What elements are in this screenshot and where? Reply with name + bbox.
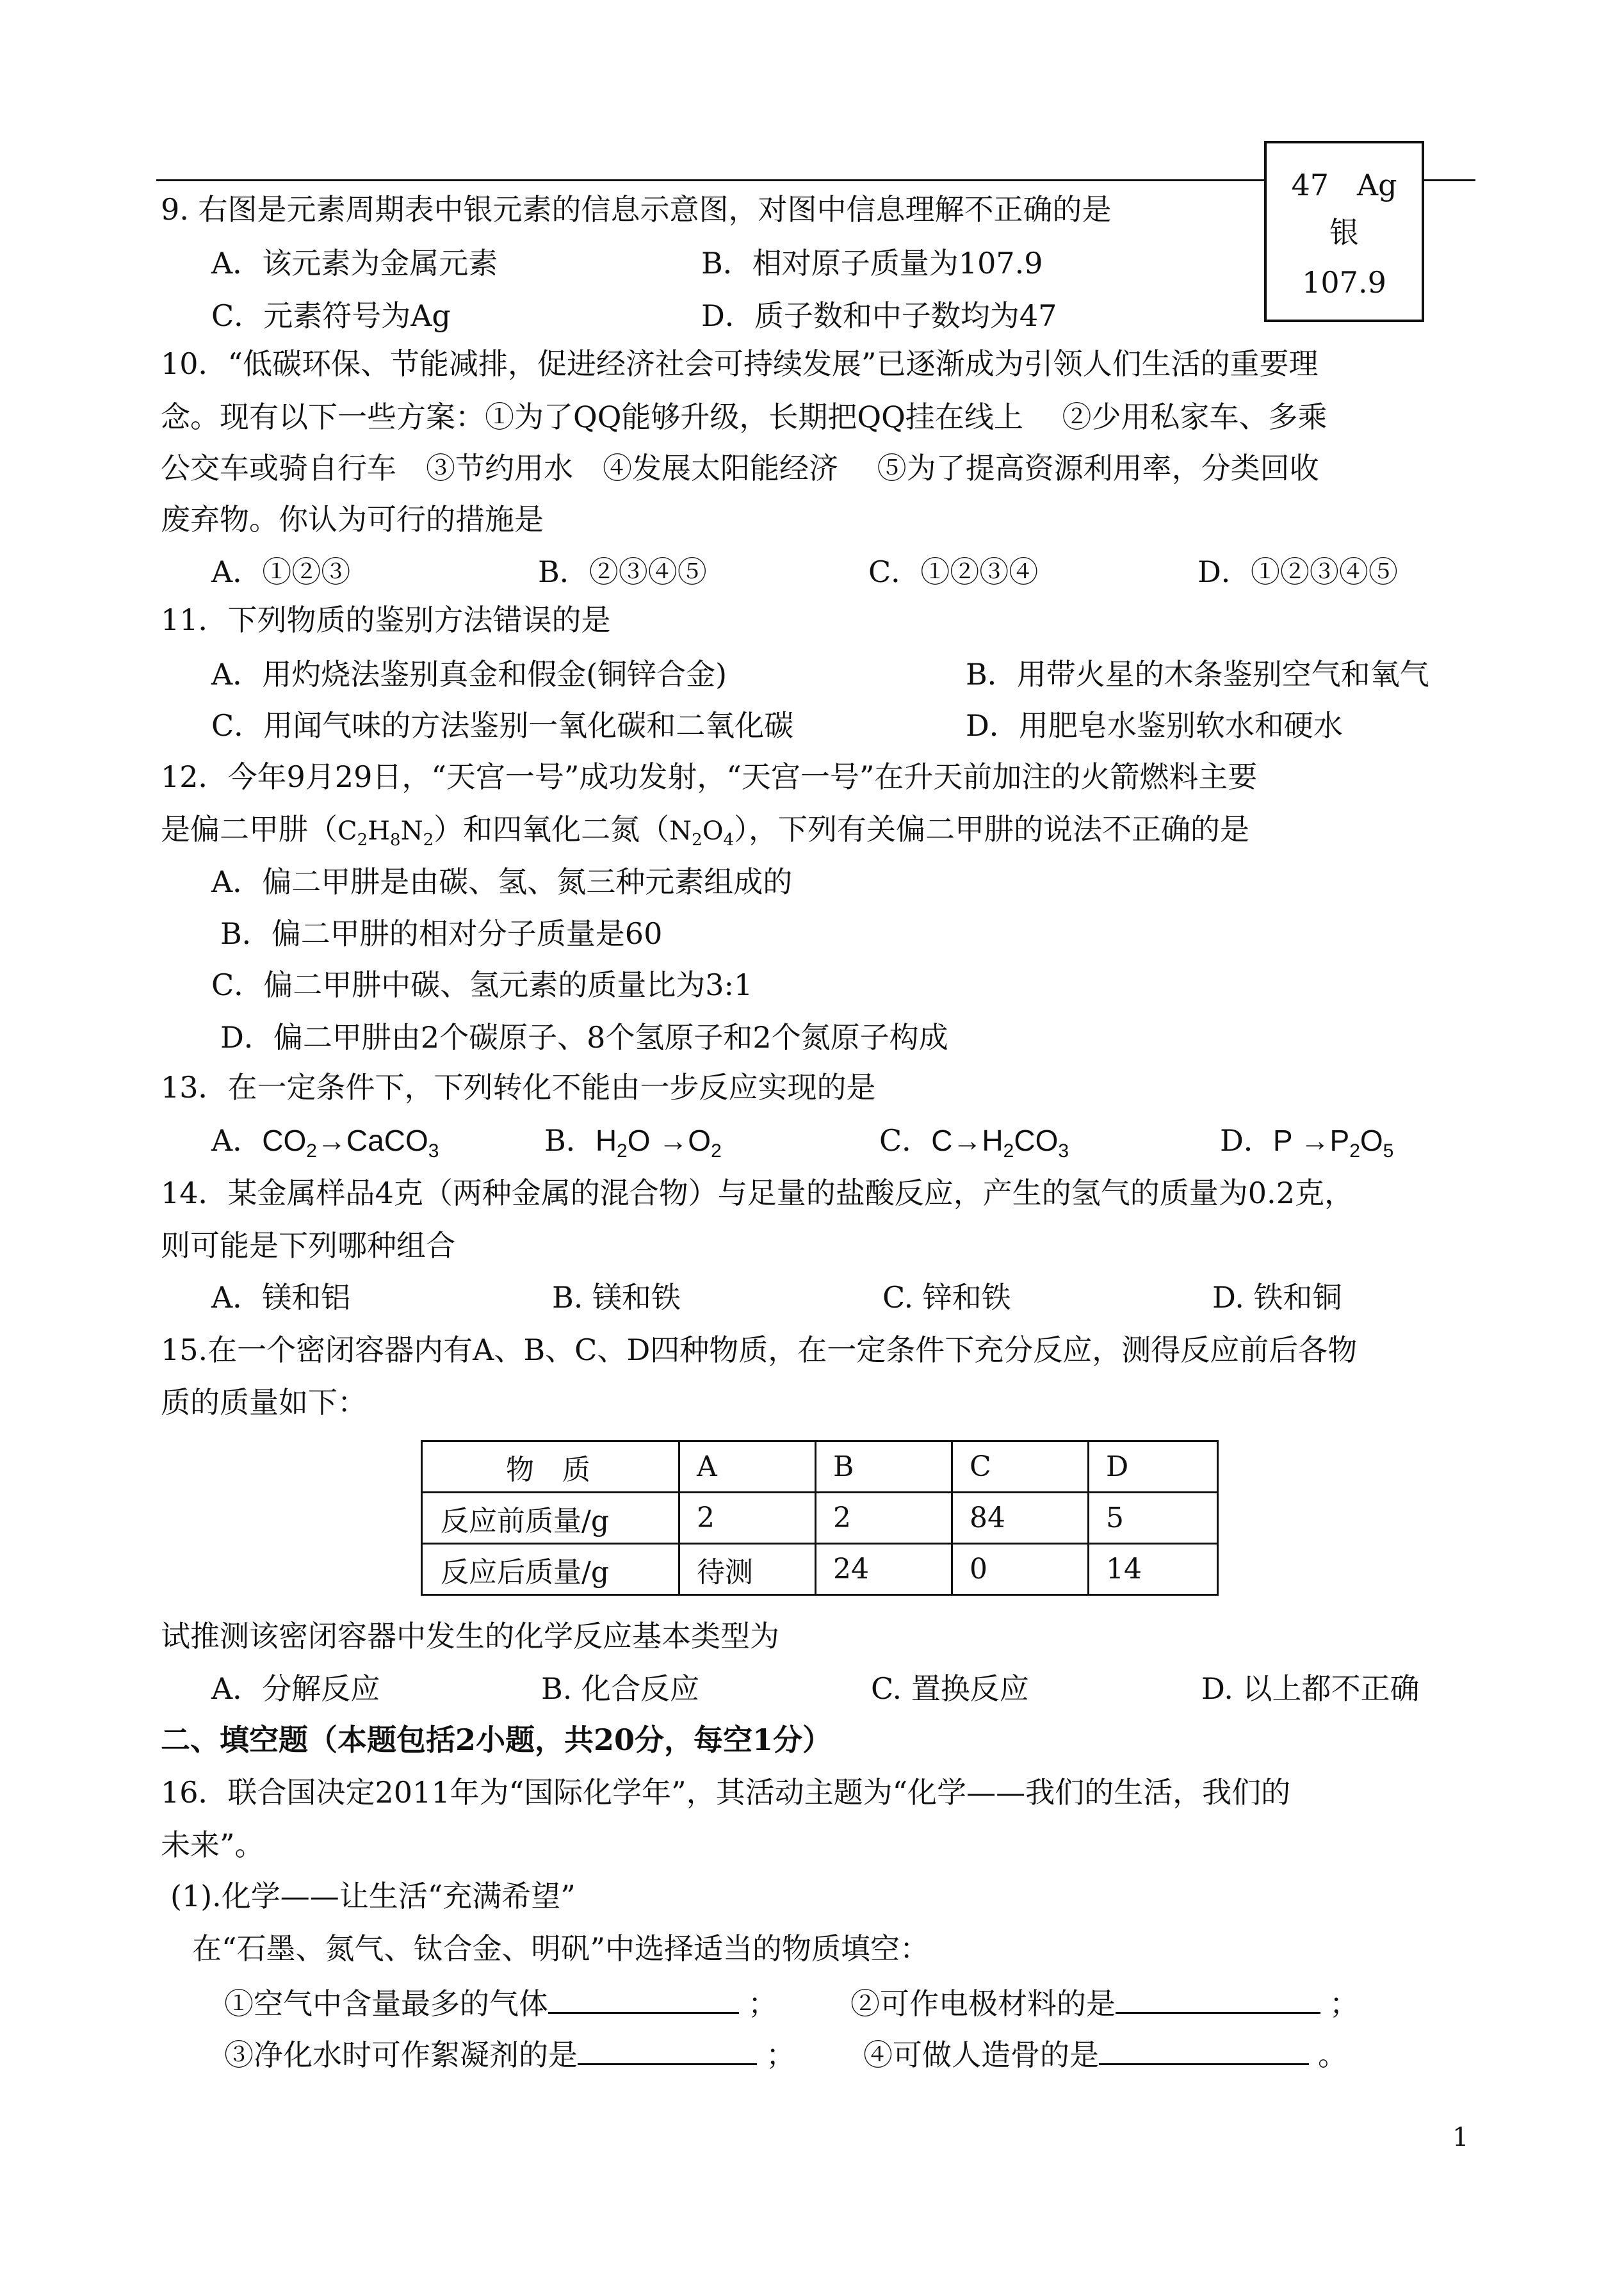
q13-stem: 13．在一定条件下，下列转化不能由一步反应实现的是 bbox=[161, 1070, 876, 1105]
q16-blank-2: ②可作电极材料的是 ； bbox=[850, 1986, 1359, 2021]
q11-option-c: C．用闻气味的方法鉴别一氧化碳和二氧化碳 bbox=[211, 708, 794, 743]
q15-option-a: A．分解反应 bbox=[211, 1671, 380, 1706]
q14-option-c: C. 锌和铁 bbox=[882, 1280, 1011, 1315]
q16-blank-4: ④可做人造骨的是 。 bbox=[863, 2038, 1347, 2072]
q13-option-c: C．$C\to H_2CO_3$ bbox=[879, 1123, 1069, 1162]
q16-line1: 16．联合国决定2011年为“国际化学年”，其活动主题为“化学——我们的生活，我们的 bbox=[161, 1775, 1291, 1810]
element-card bbox=[1264, 141, 1424, 322]
answer-blank[interactable] bbox=[1099, 2038, 1309, 2065]
table-header-cell: D bbox=[1089, 1441, 1218, 1493]
element-number: 47 bbox=[1291, 168, 1329, 202]
table-cell: 反应前质量/g bbox=[422, 1493, 679, 1544]
q10-line3: 公交车或骑自行车 ③节约用水 ④发展太阳能经济 ⑤为了提高资源利用率，分类回收 bbox=[161, 451, 1319, 485]
answer-blank[interactable] bbox=[548, 1986, 739, 2014]
answer-blank[interactable] bbox=[1116, 1986, 1320, 2014]
q13-option-b: B．$H_2O \to O_2$ bbox=[544, 1123, 722, 1162]
q15-after: 试推测该密闭容器中发生的化学反应基本类型为 bbox=[161, 1619, 779, 1653]
q11-option-a: A．用灼烧法鉴别真金和假金(铜锌合金) bbox=[211, 657, 727, 692]
table-cell: 84 bbox=[952, 1493, 1089, 1544]
q9-option-d: D．质子数和中子数均为47 bbox=[701, 298, 1057, 333]
element-symbol: Ag bbox=[1356, 168, 1397, 202]
header-rule-left bbox=[156, 179, 1264, 181]
q11-stem: 11．下列物质的鉴别方法错误的是 bbox=[161, 603, 611, 637]
q16-sub1: (1).化学——让生活“充满希望” bbox=[170, 1879, 576, 1913]
q15-option-c: C. 置换反应 bbox=[871, 1671, 1029, 1706]
table-header-cell: A bbox=[679, 1441, 816, 1493]
formula-n2o4: $N_2O_4$ bbox=[669, 816, 735, 850]
table-row bbox=[422, 1441, 1218, 1493]
q16-blank-1: ①空气中含量最多的气体 ； bbox=[224, 1986, 777, 2021]
q13-option-d: D．$P \to P_2O_5$ bbox=[1220, 1123, 1394, 1162]
q12-option-a: A．偏二甲肼是由碳、氢、氮三种元素组成的 bbox=[211, 864, 793, 899]
q10-option-a: A．①②③ bbox=[211, 555, 351, 589]
table-header-cell: C bbox=[952, 1441, 1089, 1493]
element-number-symbol bbox=[1267, 170, 1422, 200]
table-cell: 5 bbox=[1089, 1493, 1218, 1544]
element-name: 银 bbox=[1329, 215, 1359, 250]
header-rule-right bbox=[1424, 179, 1475, 181]
q12-option-d: D．偏二甲肼由2个碳原子、8个氢原子和2个氮原子构成 bbox=[220, 1020, 948, 1055]
table-header-cell: 物 质 bbox=[422, 1441, 679, 1493]
q14-option-d: D. 铁和铜 bbox=[1212, 1280, 1342, 1315]
table-row bbox=[422, 1493, 1218, 1544]
q12-option-b: B．偏二甲肼的相对分子质量是60 bbox=[220, 916, 663, 951]
section-title: 二、填空题（本题包括2小题，共20分，每空1分） bbox=[161, 1723, 832, 1757]
table-row bbox=[422, 1544, 1218, 1595]
q12-option-c: C．偏二甲肼中碳、氢元素的质量比为3:1 bbox=[211, 968, 753, 1002]
mass-table bbox=[421, 1440, 1219, 1596]
table-cell: 反应后质量/g bbox=[422, 1544, 679, 1595]
table-cell: 2 bbox=[816, 1493, 952, 1544]
q10-option-d: D．①②③④⑤ bbox=[1198, 555, 1398, 589]
q12-line2-a: 是偏二甲肼（ bbox=[161, 812, 337, 847]
q14-option-a: A．镁和铝 bbox=[211, 1280, 351, 1315]
q16-line2: 未来”。 bbox=[161, 1828, 264, 1862]
q10-line1: 10．“低碳环保、节能减排，促进经济社会可持续发展”已逐渐成为引领人们生活的重要理 bbox=[161, 346, 1319, 381]
q15-option-d: D. 以上都不正确 bbox=[1201, 1671, 1420, 1706]
table-header-cell: B bbox=[816, 1441, 952, 1493]
table-cell: 24 bbox=[816, 1544, 952, 1595]
q9-stem: 9. 右图是元素周期表中银元素的信息示意图，对图中信息理解不正确的是 bbox=[161, 192, 1112, 227]
q15-option-b: B. 化合反应 bbox=[541, 1671, 700, 1706]
q14-option-b: B. 镁和铁 bbox=[552, 1280, 681, 1315]
answer-blank[interactable] bbox=[578, 2038, 757, 2065]
q10-line2: 念。现有以下一些方案：①为了QQ能够升级，长期把QQ挂在线上 ②少用私家车、多乘 bbox=[161, 400, 1328, 434]
table-cell: 2 bbox=[679, 1493, 816, 1544]
q10-line4: 废弃物。你认为可行的措施是 bbox=[161, 502, 544, 537]
q11-option-b: B．用带火星的木条鉴别空气和氧气 bbox=[966, 657, 1429, 692]
q10-option-b: B．②③④⑤ bbox=[538, 555, 707, 589]
q12-line2 bbox=[161, 812, 1250, 850]
q13-option-a: A．$CO_2\to CaCO_3$ bbox=[211, 1123, 439, 1162]
table-cell: 14 bbox=[1089, 1544, 1218, 1595]
q9-option-b: B．相对原子质量为107.9 bbox=[701, 246, 1043, 280]
q12-line1: 12．今年9月29日，“天宫一号”成功发射，“天宫一号”在升天前加注的火箭燃料主要 bbox=[161, 759, 1258, 794]
q14-line1: 14．某金属样品4克（两种金属的混合物）与足量的盐酸反应，产生的氢气的质量为0.2克， bbox=[161, 1176, 1354, 1210]
q16-instruction: 在“石墨、氮气、钛合金、明矾”中选择适当的物质填空： bbox=[192, 1931, 930, 1966]
formula-udmh: $C_2H_8N_2$ bbox=[337, 816, 434, 850]
table-cell: 待测 bbox=[679, 1544, 816, 1595]
q15-line2: 质的质量如下： bbox=[161, 1385, 367, 1420]
q11-option-d: D．用肥皂水鉴别软水和硬水 bbox=[966, 708, 1343, 743]
q16-blank-3: ③净化水时可作絮凝剂的是 ； bbox=[224, 2038, 795, 2072]
q9-option-a: A．该元素为金属元素 bbox=[211, 246, 498, 280]
page-number: 1 bbox=[1452, 2123, 1469, 2152]
q10-option-c: C．①②③④ bbox=[868, 555, 1039, 589]
q14-line2: 则可能是下列哪种组合 bbox=[161, 1228, 455, 1263]
q9-option-c: C．元素符号为Ag bbox=[211, 298, 451, 333]
table-cell: 0 bbox=[952, 1544, 1089, 1595]
element-mass: 107.9 bbox=[1302, 265, 1386, 300]
q12-line2-c: ），下列有关偏二甲肼的说法不正确的是 bbox=[734, 812, 1250, 847]
q12-line2-b: ）和四氧化二氮（ bbox=[434, 812, 670, 847]
q15-line1: 15.在一个密闭容器内有A、B、C、D四种物质，在一定条件下充分反应，测得反应前后各物 bbox=[161, 1333, 1358, 1367]
